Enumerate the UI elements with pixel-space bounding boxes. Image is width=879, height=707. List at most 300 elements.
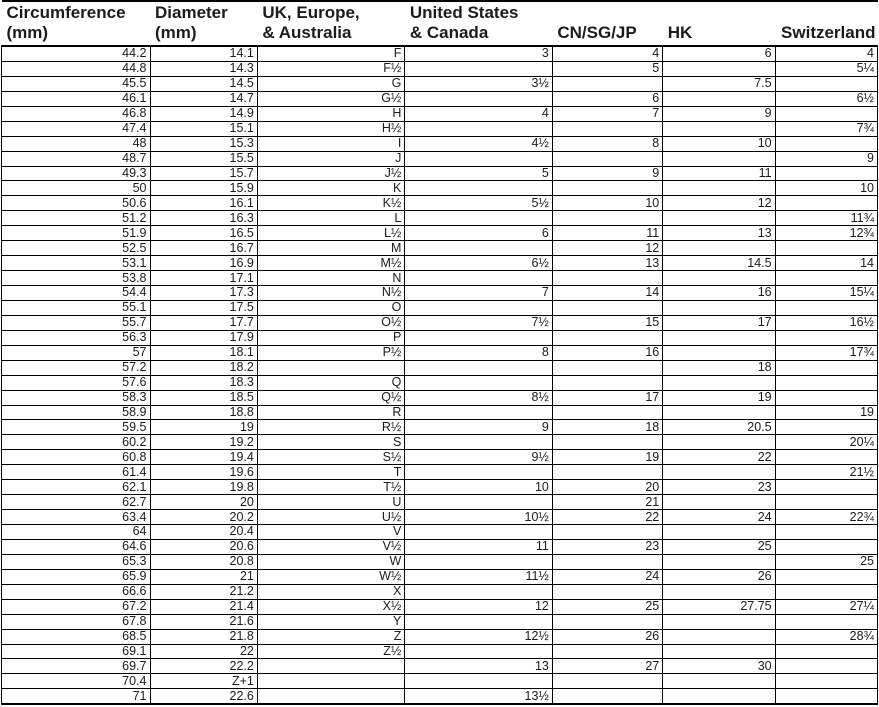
cell-switzerland: 27¼ — [775, 599, 877, 614]
cell-cn_sg_jp: 20 — [552, 480, 662, 495]
cell-circumference_mm: 57.6 — [2, 375, 151, 390]
cell-switzerland — [775, 450, 877, 465]
cell-switzerland — [775, 659, 877, 674]
cell-switzerland — [775, 689, 877, 704]
cell-diameter_mm: 19.2 — [150, 435, 257, 450]
cell-uk_europe_australia: G½ — [257, 91, 405, 106]
column-header-uk-europe-australia — [257, 1, 405, 46]
cell-diameter_mm: 21.6 — [150, 614, 257, 629]
cell-switzerland: 21½ — [775, 465, 877, 480]
cell-uk_europe_australia: N½ — [257, 286, 405, 301]
cell-uk_europe_australia — [257, 674, 405, 689]
cell-uk_europe_australia: P½ — [257, 345, 405, 360]
cell-uk_europe_australia: M — [257, 241, 405, 256]
cell-circumference_mm: 56.3 — [2, 330, 151, 345]
cell-uk_europe_australia: J — [257, 151, 405, 166]
cell-cn_sg_jp — [552, 330, 662, 345]
cell-us_canada — [405, 644, 553, 659]
cell-cn_sg_jp — [552, 584, 662, 599]
table-row — [2, 674, 878, 689]
cell-diameter_mm: 18.5 — [150, 390, 257, 405]
cell-cn_sg_jp — [552, 211, 662, 226]
cell-circumference_mm: 65.3 — [2, 554, 151, 569]
cell-diameter_mm: 20 — [150, 495, 257, 510]
cell-cn_sg_jp: 25 — [552, 599, 662, 614]
cell-circumference_mm: 49.3 — [2, 166, 151, 181]
cell-us_canada — [405, 405, 553, 420]
cell-diameter_mm: 19.4 — [150, 450, 257, 465]
cell-cn_sg_jp: 7 — [552, 106, 662, 121]
cell-circumference_mm: 59.5 — [2, 420, 151, 435]
table-row — [2, 450, 878, 465]
cell-hk: 20.5 — [663, 420, 775, 435]
header-line2: CN/SG/JP — [557, 23, 637, 42]
cell-diameter_mm: 16.1 — [150, 196, 257, 211]
cell-circumference_mm: 68.5 — [2, 629, 151, 644]
cell-cn_sg_jp — [552, 300, 662, 315]
cell-hk — [663, 345, 775, 360]
cell-uk_europe_australia: V — [257, 525, 405, 540]
table-row — [2, 76, 878, 91]
cell-uk_europe_australia — [257, 360, 405, 375]
table-row — [2, 106, 878, 121]
cell-uk_europe_australia: Z½ — [257, 644, 405, 659]
cell-circumference_mm: 58.9 — [2, 405, 151, 420]
table-row — [2, 599, 878, 614]
cell-us_canada: 3½ — [405, 76, 553, 91]
cell-cn_sg_jp — [552, 375, 662, 390]
cell-hk — [663, 241, 775, 256]
table-row — [2, 480, 878, 495]
cell-switzerland — [775, 76, 877, 91]
cell-cn_sg_jp: 16 — [552, 345, 662, 360]
cell-us_canada: 10 — [405, 480, 553, 495]
cell-hk: 14.5 — [663, 256, 775, 271]
cell-switzerland: 19 — [775, 405, 877, 420]
cell-switzerland: 12¾ — [775, 226, 877, 241]
cell-uk_europe_australia: N — [257, 271, 405, 286]
cell-hk — [663, 61, 775, 76]
cell-diameter_mm: 22.2 — [150, 659, 257, 674]
cell-cn_sg_jp — [552, 151, 662, 166]
cell-cn_sg_jp — [552, 689, 662, 704]
cell-hk: 22 — [663, 450, 775, 465]
cell-hk — [663, 375, 775, 390]
table-row — [2, 271, 878, 286]
cell-cn_sg_jp: 26 — [552, 629, 662, 644]
header-line1: United States — [409, 3, 519, 22]
table-row — [2, 61, 878, 76]
cell-hk: 12 — [663, 196, 775, 211]
cell-hk: 27.75 — [663, 599, 775, 614]
table-row — [2, 495, 878, 510]
cell-uk_europe_australia: Z — [257, 629, 405, 644]
cell-cn_sg_jp: 13 — [552, 256, 662, 271]
table-row — [2, 420, 878, 435]
cell-switzerland — [775, 674, 877, 689]
cell-us_canada — [405, 435, 553, 450]
cell-diameter_mm: 22.6 — [150, 689, 257, 704]
cell-hk: 26 — [663, 569, 775, 584]
cell-uk_europe_australia: J½ — [257, 166, 405, 181]
cell-cn_sg_jp: 8 — [552, 136, 662, 151]
cell-switzerland: 15¼ — [775, 286, 877, 301]
cell-diameter_mm: 20.2 — [150, 510, 257, 525]
cell-us_canada: 8½ — [405, 390, 553, 405]
cell-cn_sg_jp — [552, 76, 662, 91]
cell-hk — [663, 629, 775, 644]
cell-us_canada: 11 — [405, 539, 553, 554]
cell-circumference_mm: 64 — [2, 525, 151, 540]
cell-switzerland — [775, 495, 877, 510]
cell-hk — [663, 525, 775, 540]
cell-cn_sg_jp — [552, 360, 662, 375]
cell-us_canada — [405, 300, 553, 315]
cell-diameter_mm: 21 — [150, 569, 257, 584]
cell-cn_sg_jp: 22 — [552, 510, 662, 525]
cell-hk — [663, 405, 775, 420]
cell-uk_europe_australia: F — [257, 46, 405, 61]
cell-us_canada: 13½ — [405, 689, 553, 704]
cell-switzerland — [775, 241, 877, 256]
cell-circumference_mm: 48.7 — [2, 151, 151, 166]
cell-us_canada — [405, 360, 553, 375]
cell-diameter_mm: 19.8 — [150, 480, 257, 495]
cell-diameter_mm: 16.5 — [150, 226, 257, 241]
cell-diameter_mm: 15.5 — [150, 151, 257, 166]
table-row — [2, 151, 878, 166]
cell-diameter_mm: Z+1 — [150, 674, 257, 689]
cell-diameter_mm: 14.3 — [150, 61, 257, 76]
cell-us_canada — [405, 614, 553, 629]
cell-cn_sg_jp: 4 — [552, 46, 662, 61]
cell-uk_europe_australia — [257, 659, 405, 674]
cell-switzerland: 17¾ — [775, 345, 877, 360]
cell-us_canada — [405, 554, 553, 569]
cell-diameter_mm: 20.4 — [150, 525, 257, 540]
cell-hk — [663, 181, 775, 196]
cell-circumference_mm: 60.2 — [2, 435, 151, 450]
cell-switzerland: 7¾ — [775, 121, 877, 136]
cell-diameter_mm: 19 — [150, 420, 257, 435]
cell-switzerland — [775, 569, 877, 584]
cell-hk — [663, 689, 775, 704]
cell-uk_europe_australia: K½ — [257, 196, 405, 211]
cell-circumference_mm: 67.2 — [2, 599, 151, 614]
cell-cn_sg_jp: 11 — [552, 226, 662, 241]
cell-diameter_mm: 21.2 — [150, 584, 257, 599]
cell-uk_europe_australia: H — [257, 106, 405, 121]
column-header-hk — [663, 1, 775, 46]
cell-uk_europe_australia: F½ — [257, 61, 405, 76]
cell-us_canada: 11½ — [405, 569, 553, 584]
cell-circumference_mm: 71 — [2, 689, 151, 704]
cell-diameter_mm: 17.3 — [150, 286, 257, 301]
header-line2: Switzerland — [781, 23, 876, 42]
cell-diameter_mm: 15.1 — [150, 121, 257, 136]
cell-uk_europe_australia: S½ — [257, 450, 405, 465]
table-row — [2, 46, 878, 61]
cell-diameter_mm: 16.7 — [150, 241, 257, 256]
table-row — [2, 435, 878, 450]
cell-us_canada: 9½ — [405, 450, 553, 465]
cell-switzerland — [775, 539, 877, 554]
table-row — [2, 300, 878, 315]
cell-uk_europe_australia: U — [257, 495, 405, 510]
cell-circumference_mm: 67.8 — [2, 614, 151, 629]
cell-us_canada — [405, 465, 553, 480]
cell-us_canada: 5 — [405, 166, 553, 181]
cell-uk_europe_australia: W½ — [257, 569, 405, 584]
cell-diameter_mm: 18.2 — [150, 360, 257, 375]
cell-us_canada — [405, 61, 553, 76]
cell-diameter_mm: 14.1 — [150, 46, 257, 61]
cell-hk — [663, 495, 775, 510]
cell-uk_europe_australia: X — [257, 584, 405, 599]
table-row — [2, 166, 878, 181]
ring-size-conversion-table — [1, 0, 878, 705]
cell-us_canada: 13 — [405, 659, 553, 674]
cell-hk — [663, 674, 775, 689]
cell-hk — [663, 614, 775, 629]
cell-diameter_mm: 21.4 — [150, 599, 257, 614]
cell-switzerland — [775, 106, 877, 121]
cell-circumference_mm: 63.4 — [2, 510, 151, 525]
table-row — [2, 315, 878, 330]
cell-circumference_mm: 46.1 — [2, 91, 151, 106]
cell-switzerland: 28¾ — [775, 629, 877, 644]
table-row — [2, 584, 878, 599]
table-row — [2, 121, 878, 136]
cell-circumference_mm: 55.1 — [2, 300, 151, 315]
header-line2: HK — [667, 23, 693, 42]
cell-circumference_mm: 69.7 — [2, 659, 151, 674]
cell-us_canada — [405, 330, 553, 345]
cell-cn_sg_jp: 12 — [552, 241, 662, 256]
cell-hk — [663, 435, 775, 450]
cell-switzerland — [775, 390, 877, 405]
cell-us_canada — [405, 271, 553, 286]
cell-us_canada — [405, 151, 553, 166]
cell-cn_sg_jp — [552, 121, 662, 136]
cell-uk_europe_australia: S — [257, 435, 405, 450]
cell-cn_sg_jp: 17 — [552, 390, 662, 405]
cell-diameter_mm: 20.8 — [150, 554, 257, 569]
table-row — [2, 330, 878, 345]
cell-us_canada — [405, 674, 553, 689]
header-line2: & Australia — [262, 23, 352, 42]
cell-us_canada — [405, 525, 553, 540]
cell-hk: 17 — [663, 315, 775, 330]
cell-us_canada: 10½ — [405, 510, 553, 525]
cell-us_canada: 8 — [405, 345, 553, 360]
cell-us_canada: 12½ — [405, 629, 553, 644]
table-row — [2, 644, 878, 659]
table-row — [2, 539, 878, 554]
cell-cn_sg_jp — [552, 525, 662, 540]
cell-circumference_mm: 58.3 — [2, 390, 151, 405]
cell-hk: 25 — [663, 539, 775, 554]
cell-switzerland: 14 — [775, 256, 877, 271]
cell-switzerland — [775, 360, 877, 375]
cell-circumference_mm: 66.6 — [2, 584, 151, 599]
cell-circumference_mm: 69.1 — [2, 644, 151, 659]
cell-circumference_mm: 62.1 — [2, 480, 151, 495]
cell-circumference_mm: 53.8 — [2, 271, 151, 286]
cell-diameter_mm: 19.6 — [150, 465, 257, 480]
table-row — [2, 375, 878, 390]
column-header-diameter — [150, 1, 257, 46]
cell-diameter_mm: 15.7 — [150, 166, 257, 181]
cell-us_canada: 7½ — [405, 315, 553, 330]
cell-us_canada — [405, 584, 553, 599]
cell-hk: 24 — [663, 510, 775, 525]
cell-uk_europe_australia: Q½ — [257, 390, 405, 405]
cell-cn_sg_jp: 23 — [552, 539, 662, 554]
column-header-cn-sg-jp — [552, 1, 662, 46]
cell-hk: 7.5 — [663, 76, 775, 91]
cell-hk — [663, 271, 775, 286]
table-row — [2, 91, 878, 106]
cell-us_canada: 9 — [405, 420, 553, 435]
table-row — [2, 241, 878, 256]
cell-uk_europe_australia: R½ — [257, 420, 405, 435]
cell-hk: 10 — [663, 136, 775, 151]
cell-switzerland: 20¼ — [775, 435, 877, 450]
cell-diameter_mm: 20.6 — [150, 539, 257, 554]
cell-us_canada: 4½ — [405, 136, 553, 151]
cell-diameter_mm: 16.3 — [150, 211, 257, 226]
cell-circumference_mm: 54.4 — [2, 286, 151, 301]
cell-hk: 13 — [663, 226, 775, 241]
table-row — [2, 181, 878, 196]
column-header-us-canada — [405, 1, 553, 46]
cell-switzerland — [775, 330, 877, 345]
cell-diameter_mm: 18.3 — [150, 375, 257, 390]
cell-us_canada: 4 — [405, 106, 553, 121]
cell-switzerland — [775, 375, 877, 390]
table-body — [2, 46, 878, 704]
cell-uk_europe_australia: T½ — [257, 480, 405, 495]
cell-circumference_mm: 64.6 — [2, 539, 151, 554]
cell-diameter_mm: 17.9 — [150, 330, 257, 345]
cell-switzerland — [775, 300, 877, 315]
cell-us_canada: 6½ — [405, 256, 553, 271]
table-row — [2, 689, 878, 704]
cell-diameter_mm: 17.5 — [150, 300, 257, 315]
cell-cn_sg_jp: 15 — [552, 315, 662, 330]
cell-cn_sg_jp — [552, 271, 662, 286]
cell-uk_europe_australia: Y — [257, 614, 405, 629]
cell-switzerland: 11¾ — [775, 211, 877, 226]
table-row — [2, 510, 878, 525]
cell-switzerland: 6½ — [775, 91, 877, 106]
cell-uk_europe_australia — [257, 689, 405, 704]
cell-uk_europe_australia: T — [257, 465, 405, 480]
cell-diameter_mm: 14.9 — [150, 106, 257, 121]
cell-circumference_mm: 44.2 — [2, 46, 151, 61]
table-row — [2, 211, 878, 226]
cell-circumference_mm: 48 — [2, 136, 151, 151]
cell-circumference_mm: 50 — [2, 181, 151, 196]
cell-switzerland — [775, 614, 877, 629]
cell-circumference_mm: 53.1 — [2, 256, 151, 271]
table-row — [2, 525, 878, 540]
cell-cn_sg_jp: 5 — [552, 61, 662, 76]
cell-circumference_mm: 57.2 — [2, 360, 151, 375]
cell-diameter_mm: 21.8 — [150, 629, 257, 644]
cell-cn_sg_jp — [552, 644, 662, 659]
cell-uk_europe_australia: P — [257, 330, 405, 345]
cell-diameter_mm: 16.9 — [150, 256, 257, 271]
cell-switzerland — [775, 525, 877, 540]
cell-cn_sg_jp — [552, 435, 662, 450]
table-row — [2, 465, 878, 480]
cell-hk: 18 — [663, 360, 775, 375]
header-line1: Circumference — [6, 3, 126, 22]
header-line1: UK, Europe, — [262, 3, 360, 22]
cell-circumference_mm: 51.2 — [2, 211, 151, 226]
cell-hk: 16 — [663, 286, 775, 301]
cell-circumference_mm: 62.7 — [2, 495, 151, 510]
cell-uk_europe_australia: V½ — [257, 539, 405, 554]
cell-circumference_mm: 61.4 — [2, 465, 151, 480]
table-row — [2, 256, 878, 271]
column-header-circumference — [2, 1, 151, 46]
cell-cn_sg_jp — [552, 181, 662, 196]
cell-uk_europe_australia: O — [257, 300, 405, 315]
cell-diameter_mm: 14.7 — [150, 91, 257, 106]
cell-diameter_mm: 15.9 — [150, 181, 257, 196]
cell-cn_sg_jp: 9 — [552, 166, 662, 181]
cell-uk_europe_australia: X½ — [257, 599, 405, 614]
cell-hk — [663, 330, 775, 345]
cell-uk_europe_australia: L — [257, 211, 405, 226]
cell-circumference_mm: 70.4 — [2, 674, 151, 689]
cell-cn_sg_jp: 24 — [552, 569, 662, 584]
cell-circumference_mm: 60.8 — [2, 450, 151, 465]
table-row — [2, 360, 878, 375]
cell-switzerland — [775, 166, 877, 181]
cell-circumference_mm: 50.6 — [2, 196, 151, 211]
header-line2: & Canada — [409, 23, 489, 42]
cell-switzerland — [775, 644, 877, 659]
table-row — [2, 345, 878, 360]
cell-uk_europe_australia: L½ — [257, 226, 405, 241]
table-row — [2, 629, 878, 644]
cell-hk — [663, 91, 775, 106]
cell-us_canada — [405, 211, 553, 226]
cell-cn_sg_jp: 10 — [552, 196, 662, 211]
cell-switzerland: 25 — [775, 554, 877, 569]
cell-uk_europe_australia: H½ — [257, 121, 405, 136]
cell-uk_europe_australia: U½ — [257, 510, 405, 525]
cell-us_canada: 6 — [405, 226, 553, 241]
cell-diameter_mm: 15.3 — [150, 136, 257, 151]
cell-cn_sg_jp — [552, 465, 662, 480]
table-row — [2, 569, 878, 584]
cell-us_canada — [405, 121, 553, 136]
cell-switzerland: 16½ — [775, 315, 877, 330]
cell-us_canada: 5½ — [405, 196, 553, 211]
cell-cn_sg_jp — [552, 554, 662, 569]
cell-circumference_mm: 46.8 — [2, 106, 151, 121]
cell-cn_sg_jp: 14 — [552, 286, 662, 301]
cell-switzerland: 9 — [775, 151, 877, 166]
cell-circumference_mm: 65.9 — [2, 569, 151, 584]
column-header-switzerland — [775, 1, 877, 46]
cell-diameter_mm: 22 — [150, 644, 257, 659]
